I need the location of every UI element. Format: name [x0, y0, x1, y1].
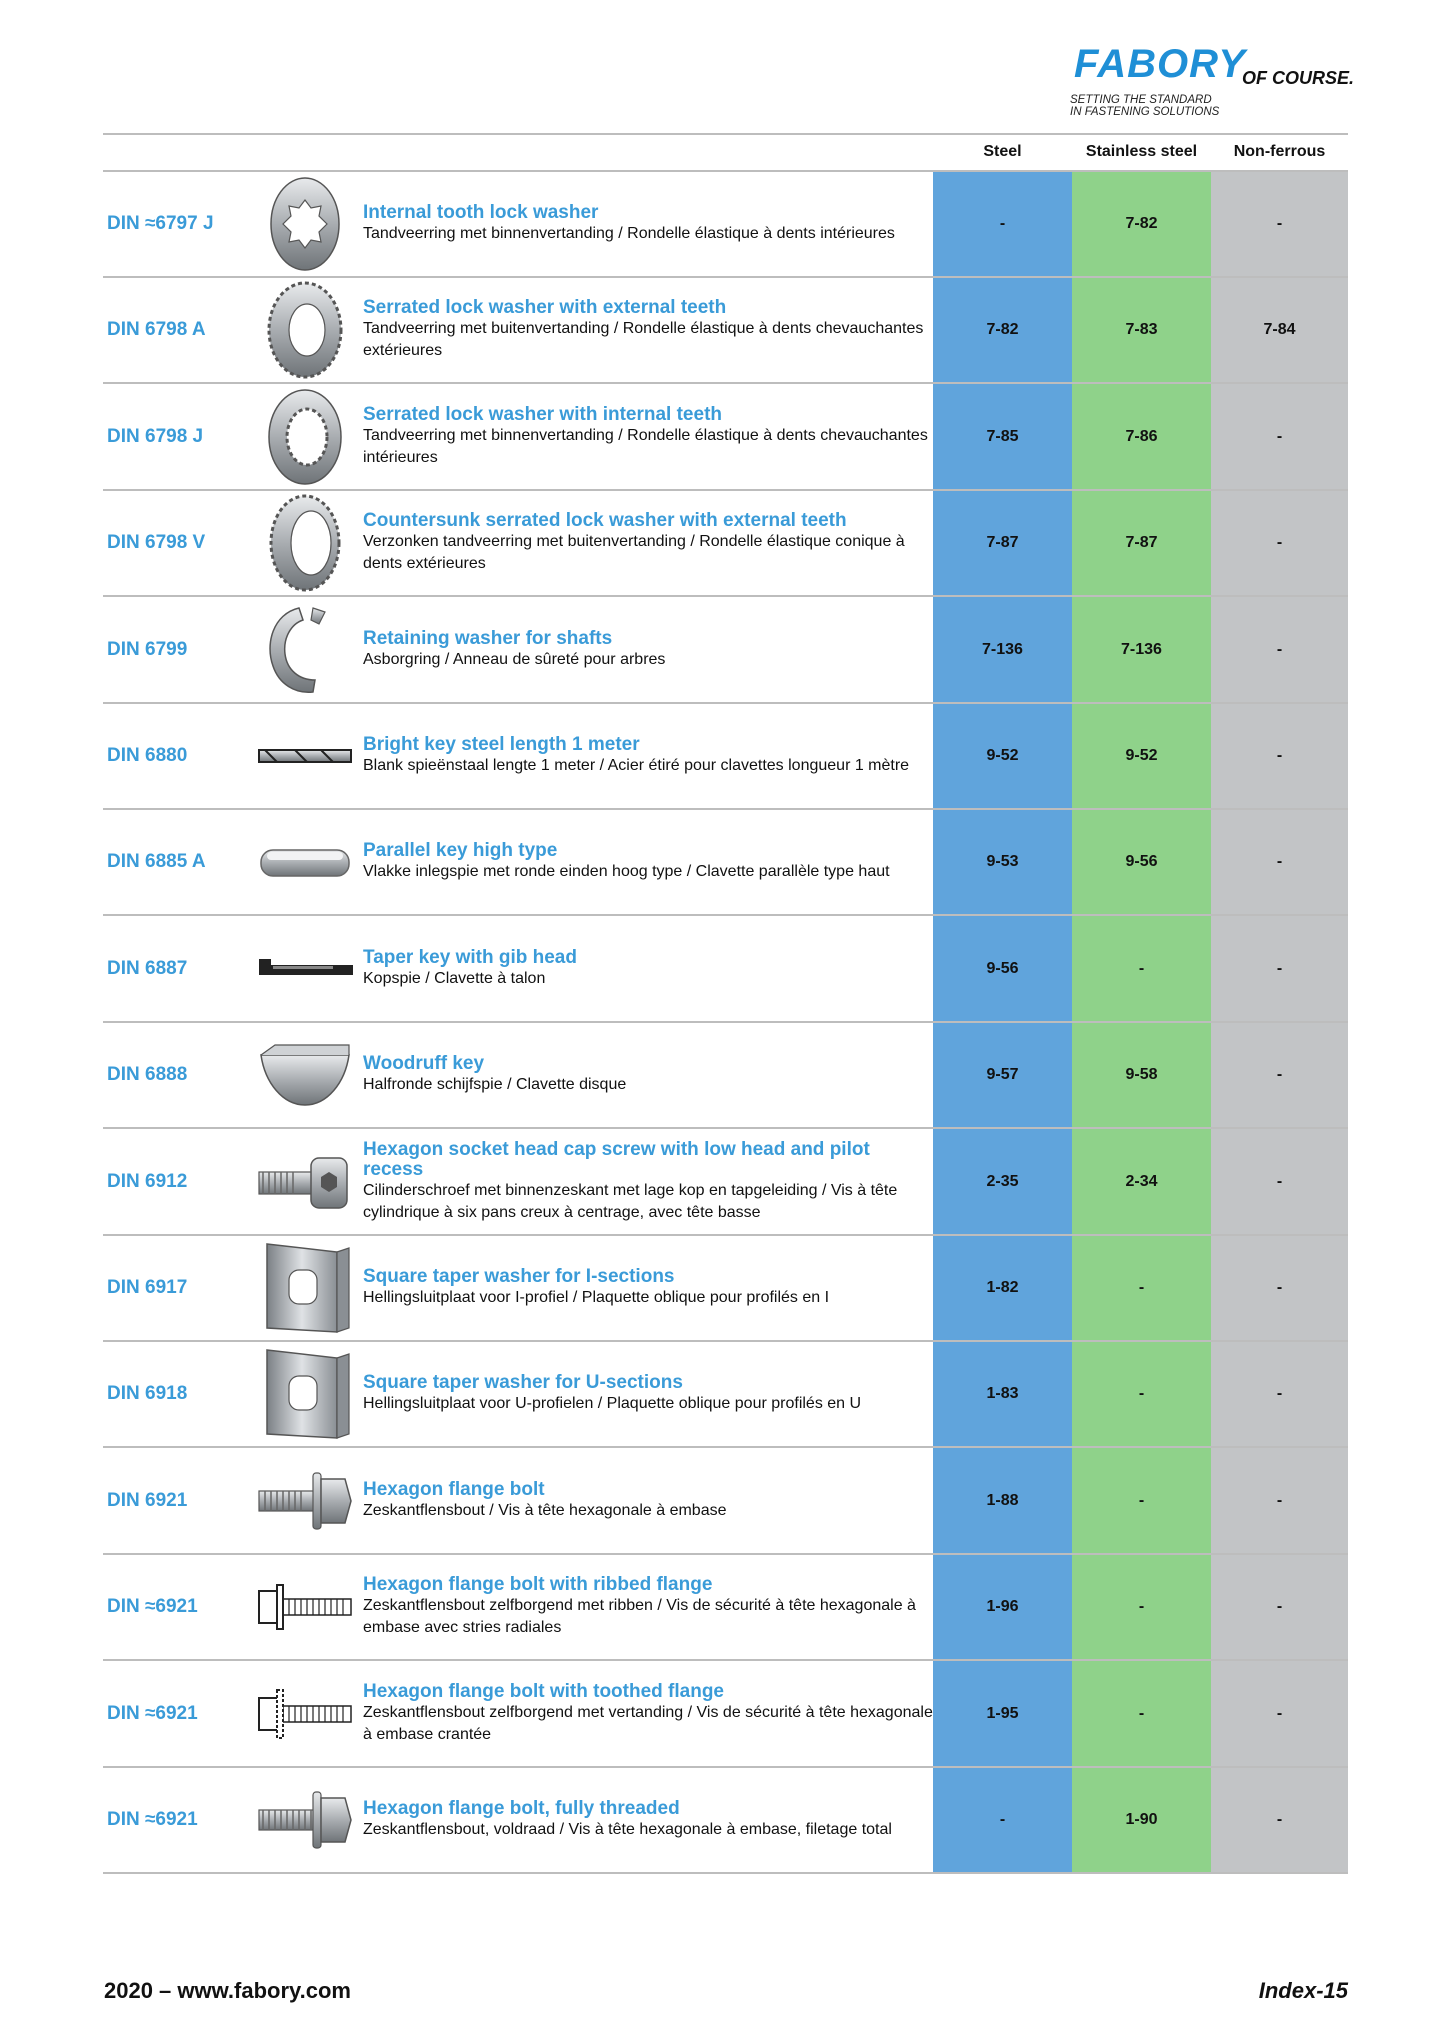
nonferrous-page-ref: -	[1276, 640, 1283, 658]
nonferrous-page-ref: -	[1276, 853, 1283, 871]
product-description: Asborgring / Anneau de sûreté pour arbres	[363, 650, 666, 668]
nonferrous-page-ref: -	[1276, 427, 1283, 445]
product-title[interactable]: Serrated lock washer with external teeth	[363, 297, 727, 319]
fabory-logo	[1070, 42, 1360, 127]
steel-page-ref: 7-85	[986, 427, 1019, 445]
stainless-page-ref: 1-90	[1125, 1811, 1158, 1828]
steel-page-ref: 1-88	[986, 1491, 1019, 1509]
stainless-page-ref: 9-56	[1125, 853, 1158, 871]
steel-page-ref: 1-83	[986, 1385, 1019, 1403]
product-text	[363, 703, 933, 809]
din-code: DIN ≈6797 J	[107, 213, 214, 234]
internal-tooth-washer-icon	[255, 174, 355, 274]
product-title[interactable]: Parallel key high type	[363, 840, 558, 862]
product-description: Zeskantflensbout / Vis à tête hexagonale à embase	[363, 1501, 727, 1519]
product-title[interactable]: Square taper washer for I-sections	[363, 1266, 675, 1287]
nonferrous-page-ref: -	[1276, 959, 1283, 977]
steel-page-ref: -	[999, 215, 1006, 232]
din-code: DIN ≈6921	[107, 1596, 198, 1618]
product-text	[363, 1341, 933, 1447]
product-text	[363, 1767, 933, 1873]
product-description: Tandveerring met buitenvertanding / Rondelle élastique à dents chevauchantes extérieures	[363, 320, 924, 360]
table-row	[103, 1235, 1348, 1341]
table-row	[103, 1767, 1348, 1873]
product-title[interactable]: Hexagon socket head cap screw with low head and pilot recess	[363, 1138, 870, 1180]
product-description: Zeskantflensbout, voldraad / Vis à tête hexagonale à embase, filetage total	[363, 1821, 892, 1838]
product-title[interactable]: Taper key with gib head	[363, 946, 577, 968]
din-code: DIN ≈6921	[107, 1809, 198, 1830]
product-description: Verzonken tandveerring met buitenvertanding / Rondelle élastique conique à dents extérieures	[363, 533, 905, 573]
table-row	[103, 916, 1348, 1022]
flange-bolt-icon	[255, 1451, 355, 1551]
product-text	[363, 1448, 933, 1554]
brand-tagline-1: SETTING THE STANDARD	[1070, 94, 1212, 106]
product-text	[363, 1022, 933, 1128]
table-row	[103, 1448, 1348, 1554]
product-description: Hellingsluitplaat voor I-profiel / Plaquette oblique pour profilés en I	[363, 1289, 830, 1306]
table-row	[103, 597, 1348, 703]
din-code: DIN 6798 V	[107, 532, 206, 554]
product-description: Blank spieënstaal lengte 1 meter / Acier étiré pour clavettes longueur 1 mètre	[363, 757, 910, 774]
product-title[interactable]: Retaining washer for shafts	[363, 627, 613, 649]
din-code: DIN 6880	[107, 745, 188, 766]
din-code: DIN 6917	[107, 1277, 188, 1298]
product-title[interactable]: Hexagon flange bolt with toothed flange	[363, 1680, 724, 1702]
product-text	[363, 809, 933, 915]
footer-page-number: Index-15	[1258, 1978, 1348, 2003]
product-text	[363, 916, 933, 1022]
table-row	[103, 171, 1348, 277]
parallel-key-icon	[255, 812, 355, 912]
product-description: Kopspie / Clavette à talon	[363, 969, 546, 987]
table-row	[103, 277, 1348, 383]
square-taper-washer-icon	[255, 1238, 355, 1338]
stainless-page-ref: -	[1138, 1385, 1145, 1403]
stainless-page-ref: 9-52	[1125, 747, 1158, 764]
brand-tagline	[1070, 94, 1219, 118]
serrated-washer-internal-icon	[255, 387, 355, 487]
din-code: DIN ≈6921	[107, 1702, 198, 1724]
nonferrous-page-ref: -	[1276, 1066, 1283, 1084]
steel-page-ref: 7-82	[986, 321, 1019, 339]
stainless-page-ref: 7-86	[1125, 427, 1158, 445]
din-code: DIN 6885 A	[107, 851, 206, 873]
product-description: Vlakke inlegspie met ronde einden hoog type / Clavette parallèle type haut	[363, 863, 890, 881]
product-description: Cilinderschroef met binnenzeskant met lage kop en tapgeleiding / Vis à tête cylindrique à six pans creux à centrage, avec tête basse	[363, 1181, 898, 1221]
row-divider	[103, 1872, 1348, 1874]
stainless-page-ref: 9-58	[1125, 1066, 1158, 1084]
brand-slogan: OF COURSE.	[1242, 68, 1355, 88]
table-row	[103, 384, 1348, 490]
table-row	[103, 1022, 1348, 1128]
nonferrous-page-ref: -	[1276, 1811, 1283, 1828]
steel-page-ref: 9-56	[986, 959, 1019, 977]
din-code: DIN 6921	[107, 1489, 188, 1511]
flange-bolt-toothed-icon	[255, 1664, 355, 1764]
column-header-nonferrous: Non-ferrous	[1233, 143, 1326, 160]
nonferrous-page-ref: -	[1276, 534, 1283, 552]
steel-page-ref: 9-57	[986, 1066, 1019, 1084]
stainless-page-ref: -	[1138, 1279, 1145, 1296]
table-row	[103, 1661, 1348, 1767]
table-row	[103, 1554, 1348, 1660]
product-text	[363, 171, 933, 277]
steel-page-ref: 1-96	[986, 1598, 1019, 1616]
product-text	[363, 277, 933, 383]
table-row	[103, 703, 1348, 809]
din-code: DIN 6887	[107, 957, 188, 979]
din-code: DIN 6918	[107, 1383, 188, 1405]
column-header-stainless: Stainless steel	[1085, 143, 1198, 160]
product-description: Hellingsluitplaat voor U-profielen / Plaquette oblique pour profilés en U	[363, 1395, 862, 1413]
retaining-washer-icon	[255, 600, 355, 700]
stainless-page-ref: -	[1138, 959, 1145, 977]
product-text	[363, 1661, 933, 1767]
din-code: DIN 6799	[107, 638, 188, 660]
din-code: DIN 6798 J	[107, 425, 204, 447]
brand-name: FABORY	[1074, 42, 1246, 86]
table-row	[103, 1129, 1348, 1235]
countersunk-washer-icon	[255, 493, 355, 593]
steel-page-ref: -	[999, 1811, 1006, 1828]
product-text	[363, 597, 933, 703]
product-title[interactable]: Hexagon flange bolt	[363, 1478, 545, 1500]
product-title[interactable]: Bright key steel length 1 meter	[363, 734, 640, 755]
steel-page-ref: 1-95	[986, 1704, 1019, 1722]
product-title[interactable]: Hexagon flange bolt, fully threaded	[363, 1798, 680, 1819]
stainless-page-ref: 7-136	[1121, 640, 1162, 658]
product-title[interactable]: Square taper washer for U-sections	[363, 1372, 683, 1394]
flange-bolt-ribbed-icon	[255, 1557, 355, 1657]
din-code: DIN 6798 A	[107, 319, 206, 341]
product-text	[363, 1235, 933, 1341]
steel-page-ref: 9-53	[986, 853, 1019, 871]
taper-key-icon	[255, 919, 355, 1019]
nonferrous-page-ref: -	[1276, 1172, 1283, 1190]
key-steel-bar-icon	[255, 706, 355, 806]
product-description: Zeskantflensbout zelfborgend met ribben / Vis de sécurité à tête hexagonale à embase avec stries radiales	[363, 1597, 916, 1637]
nonferrous-page-ref: 7-84	[1263, 321, 1296, 339]
table-row	[103, 1341, 1348, 1447]
steel-page-ref: 1-82	[986, 1279, 1019, 1296]
square-taper-washer-icon	[255, 1344, 355, 1444]
product-description: Tandveerring met binnenvertanding / Rondelle élastique à dents chevauchantes intérieures	[363, 426, 928, 466]
table-row	[103, 809, 1348, 915]
nonferrous-page-ref: -	[1276, 747, 1283, 764]
nonferrous-page-ref: -	[1276, 1704, 1283, 1722]
stainless-page-ref: -	[1138, 1491, 1145, 1509]
product-text	[363, 1554, 933, 1660]
nonferrous-page-ref: -	[1276, 1385, 1283, 1403]
steel-page-ref: 7-87	[986, 534, 1019, 552]
flange-bolt-full-thread-icon	[255, 1770, 355, 1870]
din-code: DIN 6912	[107, 1170, 188, 1192]
table-row	[103, 490, 1348, 596]
steel-page-ref: 7-136	[982, 640, 1023, 658]
footer-year-url: 2020 – www.fabory.com	[104, 1978, 351, 2003]
serrated-washer-external-icon	[255, 280, 355, 380]
product-title[interactable]: Countersunk serrated lock washer with external teeth	[363, 510, 847, 532]
nonferrous-page-ref: -	[1276, 1491, 1283, 1509]
brand-tagline-2: IN FASTENING SOLUTIONS	[1070, 106, 1220, 118]
din-code: DIN 6888	[107, 1064, 188, 1086]
nonferrous-page-ref: -	[1276, 1598, 1283, 1616]
product-title[interactable]: Internal tooth lock washer	[363, 202, 599, 223]
product-title[interactable]: Serrated lock washer with internal teeth	[363, 403, 722, 425]
socket-cap-screw-icon	[255, 1132, 355, 1232]
product-text	[363, 1129, 933, 1235]
product-text	[363, 384, 933, 490]
product-title[interactable]: Hexagon flange bolt with ribbed flange	[363, 1574, 713, 1596]
product-text	[363, 490, 933, 596]
stainless-page-ref: 7-82	[1125, 215, 1158, 232]
column-header-steel: Steel	[983, 143, 1022, 160]
product-description: Zeskantflensbout zelfborgend met vertanding / Vis de sécurité à tête hexagonale à embase crantée	[363, 1703, 933, 1743]
stainless-page-ref: 7-87	[1125, 534, 1158, 552]
product-title[interactable]: Woodruff key	[363, 1053, 485, 1075]
stainless-page-ref: 2-34	[1125, 1172, 1158, 1190]
nonferrous-page-ref: -	[1276, 1279, 1283, 1296]
woodruff-key-icon	[255, 1025, 355, 1125]
product-description: Tandveerring met binnenvertanding / Rondelle élastique à dents intérieures	[363, 225, 895, 242]
steel-page-ref: 2-35	[986, 1172, 1019, 1190]
stainless-page-ref: 7-83	[1125, 321, 1158, 339]
nonferrous-page-ref: -	[1276, 215, 1283, 232]
steel-page-ref: 9-52	[986, 747, 1019, 764]
stainless-page-ref: -	[1138, 1704, 1145, 1722]
product-description: Halfronde schijfspie / Clavette disque	[363, 1076, 627, 1094]
stainless-page-ref: -	[1138, 1598, 1145, 1616]
header-top-rule	[103, 133, 1348, 135]
